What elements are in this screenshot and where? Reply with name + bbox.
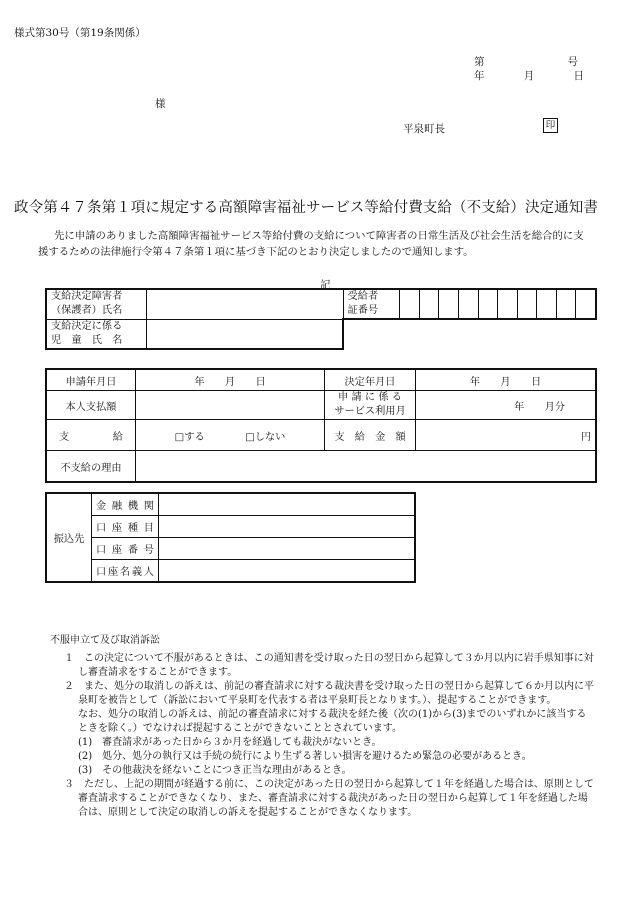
note-3: ３ ただし、上記の期間が経過する前に、この決定があった日の翌日から起算して１年を経過した場合は、原則として審査請求することができなくなり、また、審査請求に対する裁決があった日の翌日から起算して１年を経過した場合は、原則として決定の取消しの訴えを提起することができなくなります。 bbox=[64, 779, 594, 818]
blank-area bbox=[343, 319, 596, 349]
account-type-label: 口座種目 bbox=[92, 516, 159, 538]
doc-number-go: 号 bbox=[567, 56, 578, 68]
option-yes[interactable]: □する bbox=[174, 431, 205, 443]
self-pay-label: 本人支払額 bbox=[46, 391, 136, 420]
child-name-field bbox=[146, 319, 343, 349]
addressee-suffix: 様 bbox=[155, 98, 166, 110]
note-sub-2: (2) 処分、処分の執行又は手続の続行により生ずる著しい損害を避けるため緊急の必要があるとき。 bbox=[78, 751, 532, 762]
doc-date-month: 月 bbox=[523, 70, 535, 82]
reason-value bbox=[136, 451, 597, 483]
cert-digit-cell bbox=[458, 289, 478, 319]
form-number: 様式第30号（第19条関係） bbox=[14, 27, 146, 39]
cert-digit-cell bbox=[537, 289, 557, 319]
ki-heading: 記 bbox=[320, 279, 331, 291]
bank-name-value bbox=[159, 493, 416, 516]
note-sub-1: (1) 審査請求があった日から３か月を経過しても裁決がないとき。 bbox=[78, 737, 382, 748]
appeal-notes bbox=[50, 634, 595, 820]
bank-name-label: 金融機関 bbox=[92, 493, 159, 516]
apply-date-label: 申請年月日 bbox=[46, 369, 136, 391]
cert-digit-cell bbox=[400, 289, 420, 319]
amount-label: 支 給 金 額 bbox=[325, 420, 416, 451]
decision-date-label: 決定年月日 bbox=[325, 369, 416, 391]
decision-date-value: 年 月 日 bbox=[416, 369, 597, 391]
cert-digit-cell bbox=[576, 289, 596, 319]
note-2-supplement: なお、処分の取消しの訴えは、前記の審査請求に対する裁決を経た後（次の(1)から(3)までのいずれかに該当するときを除く。）でなければ提起することができないこととされています。 bbox=[78, 709, 587, 734]
intro-paragraph: 先に申請のありました高額障害福祉サービス等給付費の支給について障害者の日常生活及び社会生活を総合的に支援するための法律施行令第４７条第１項に基づき下記のとおり決定しましたので通知します。 bbox=[38, 230, 584, 258]
reason-label: 不支給の理由 bbox=[46, 451, 136, 483]
payment-options bbox=[136, 420, 325, 451]
option-no[interactable]: □しない bbox=[245, 431, 286, 443]
cert-digit-cell bbox=[517, 289, 537, 319]
account-holder-value bbox=[159, 560, 416, 583]
account-number-label: 口座番号 bbox=[92, 538, 159, 560]
note-1: １ この決定について不服があるときは、この通知書を受け取った日の翌日から起算して３か月以内に岩手県知事に対し審査請求をすることができます。 bbox=[64, 653, 594, 678]
account-type-value bbox=[159, 516, 416, 538]
service-month-value: 年 月分 bbox=[416, 391, 597, 420]
document-number-block bbox=[474, 55, 584, 83]
document-title: 政令第４７条第１項に規定する高額障害福祉サービス等給付費支給（不支給）決定通知書 bbox=[14, 200, 598, 216]
note-2: ２ また、処分の取消しの訴えは、前記の審査請求に対する裁決書を受け取った日の翌日から起算して６か月以内に平泉町を被告として（訴訟において平泉町を代表する者は平泉町長となります。）、提起することができます。 bbox=[64, 681, 594, 706]
doc-date-year: 年 bbox=[474, 70, 485, 82]
seal-mark: 印 bbox=[543, 118, 558, 133]
recipient-name-field bbox=[146, 289, 343, 319]
cert-digit-cell bbox=[439, 289, 459, 319]
amount-value: 円 bbox=[416, 420, 597, 451]
account-number-value bbox=[159, 538, 416, 560]
certificate-number-label: 受給者 証番号 bbox=[343, 289, 400, 319]
cert-digit-cell bbox=[498, 289, 518, 319]
account-holder-label: 口座名義人 bbox=[92, 560, 159, 583]
note-sub-3: (3) その他裁決を経ないことにつき正当な理由があるとき。 bbox=[78, 765, 352, 776]
cert-digit-cell bbox=[419, 289, 439, 319]
bank-table bbox=[45, 492, 416, 583]
child-name-label: 支給決定に係る 児 童 氏 名 bbox=[46, 319, 146, 349]
service-month-label: 申 請 に 係 る サービス利用月 bbox=[325, 391, 416, 420]
issuer-name: 平泉町長 bbox=[403, 123, 445, 135]
bank-group-label: 振込先 bbox=[46, 493, 92, 582]
cert-digit-cell bbox=[556, 289, 576, 319]
doc-number-dai: 第 bbox=[474, 56, 485, 68]
recipient-table bbox=[45, 288, 597, 350]
doc-date-day: 日 bbox=[573, 70, 584, 82]
notes-heading: 不服申立て及び取消訴訟 bbox=[50, 635, 160, 646]
self-pay-value bbox=[136, 391, 325, 420]
payment-label: 支 給 bbox=[46, 420, 136, 451]
recipient-name-label: 支給決定障害者 （保護者）氏名 bbox=[46, 289, 146, 319]
cert-digit-cell bbox=[478, 289, 498, 319]
apply-date-value: 年 月 日 bbox=[136, 369, 325, 391]
decision-table bbox=[45, 368, 597, 483]
